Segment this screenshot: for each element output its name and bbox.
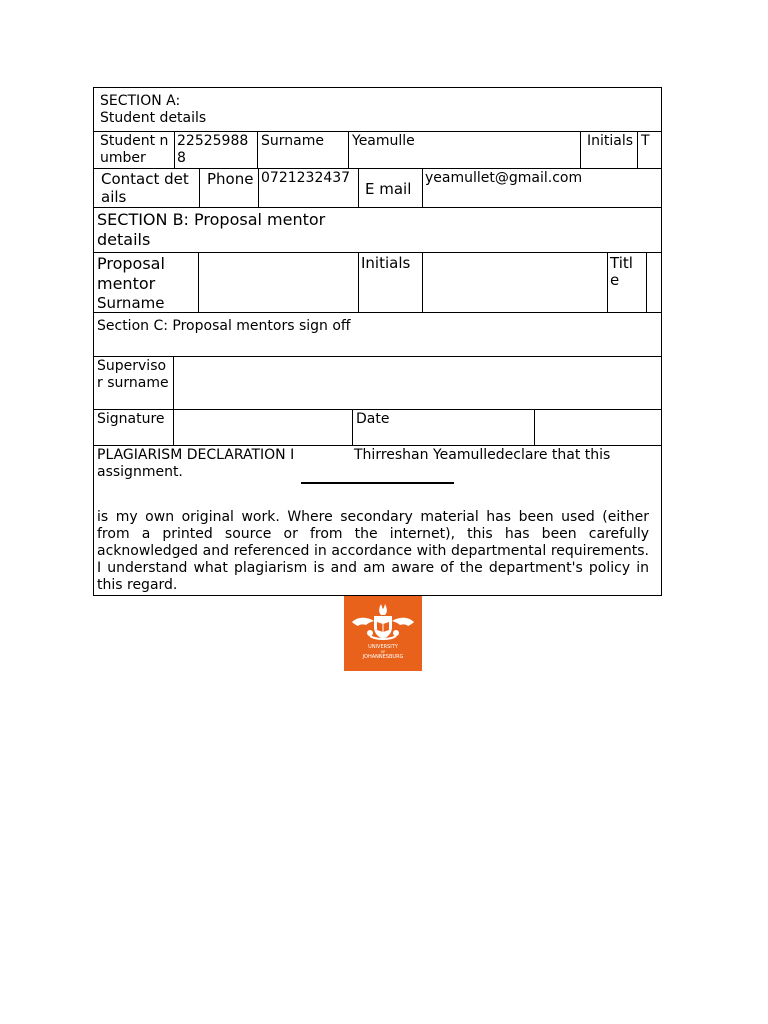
col-divider — [352, 409, 353, 445]
row-divider — [94, 445, 661, 446]
col-divider — [580, 131, 581, 168]
col-divider — [258, 168, 259, 207]
mentor-initials-label: Initials — [361, 254, 411, 272]
col-divider — [422, 168, 423, 207]
crest-icon — [344, 600, 422, 644]
surname-value: Yeamulle — [352, 133, 415, 149]
plagiarism-name: Thirreshan Yeamulledeclare that this — [354, 447, 611, 463]
section-a-title: SECTION A: — [100, 93, 181, 109]
col-divider — [348, 131, 349, 168]
col-divider — [534, 409, 535, 445]
mentor-label-line3: Surname — [97, 294, 165, 312]
col-divider — [607, 252, 608, 312]
plagiarism-body: is my own original work. Where secondary material has been used (either from a printed source or from the internet), this has been carefully acknowledged and referenced in accordance with departmental requirements. I understand what plagiarism is and am aware of the department's policy in this regard. — [97, 509, 649, 593]
col-divider — [199, 168, 200, 207]
student-number-label: Student number — [100, 133, 169, 166]
name-underline — [301, 482, 454, 484]
phone-label: Phone — [207, 170, 254, 188]
email-value: yeamullet@gmail.com — [425, 170, 583, 186]
col-divider — [198, 252, 199, 312]
plagiarism-line2: assignment. — [97, 464, 183, 480]
row-divider — [94, 252, 661, 253]
col-divider — [174, 131, 175, 168]
surname-label: Surname — [261, 133, 324, 149]
student-number-value: 225259888 — [177, 133, 249, 166]
logo-text-line1: UNIVERSITY — [368, 644, 398, 650]
university-logo — [344, 596, 422, 671]
initials-label: Initials — [586, 133, 634, 149]
col-divider — [257, 131, 258, 168]
section-b-title: SECTION B: Proposal mentor details — [97, 210, 326, 249]
date-label: Date — [356, 411, 390, 427]
col-divider — [646, 252, 647, 312]
logo-text-line2: OF — [380, 650, 386, 654]
row-divider — [94, 312, 661, 313]
col-divider — [422, 252, 423, 312]
section-c-title: Section C: Proposal mentors sign off — [97, 318, 351, 334]
row-divider — [94, 356, 661, 357]
row-divider — [94, 168, 661, 169]
mentor-label-line1: Proposal — [97, 254, 165, 273]
signature-label: Signature — [97, 411, 165, 427]
row-divider — [94, 131, 661, 132]
initials-value: T — [641, 133, 650, 149]
col-divider — [358, 168, 359, 207]
col-divider — [173, 409, 174, 445]
section-a-subtitle: Student details — [100, 110, 207, 126]
logo-text-line3: JOHANNESBURG — [362, 654, 404, 660]
row-divider — [94, 409, 661, 410]
col-divider — [173, 356, 174, 409]
contact-details-label: Contact details — [101, 170, 189, 206]
declaration-form-table — [93, 87, 662, 596]
col-divider — [358, 252, 359, 312]
mentor-label-line2: mentor — [97, 274, 156, 293]
mentor-title-label: Title — [610, 254, 633, 289]
supervisor-surname-label: Supervisor surname — [97, 358, 169, 391]
col-divider — [637, 131, 638, 168]
phone-value: 0721232437 — [261, 170, 351, 186]
plagiarism-lead: PLAGIARISM DECLARATION I — [97, 447, 295, 463]
email-label: E mail — [365, 180, 412, 198]
row-divider — [94, 207, 661, 208]
